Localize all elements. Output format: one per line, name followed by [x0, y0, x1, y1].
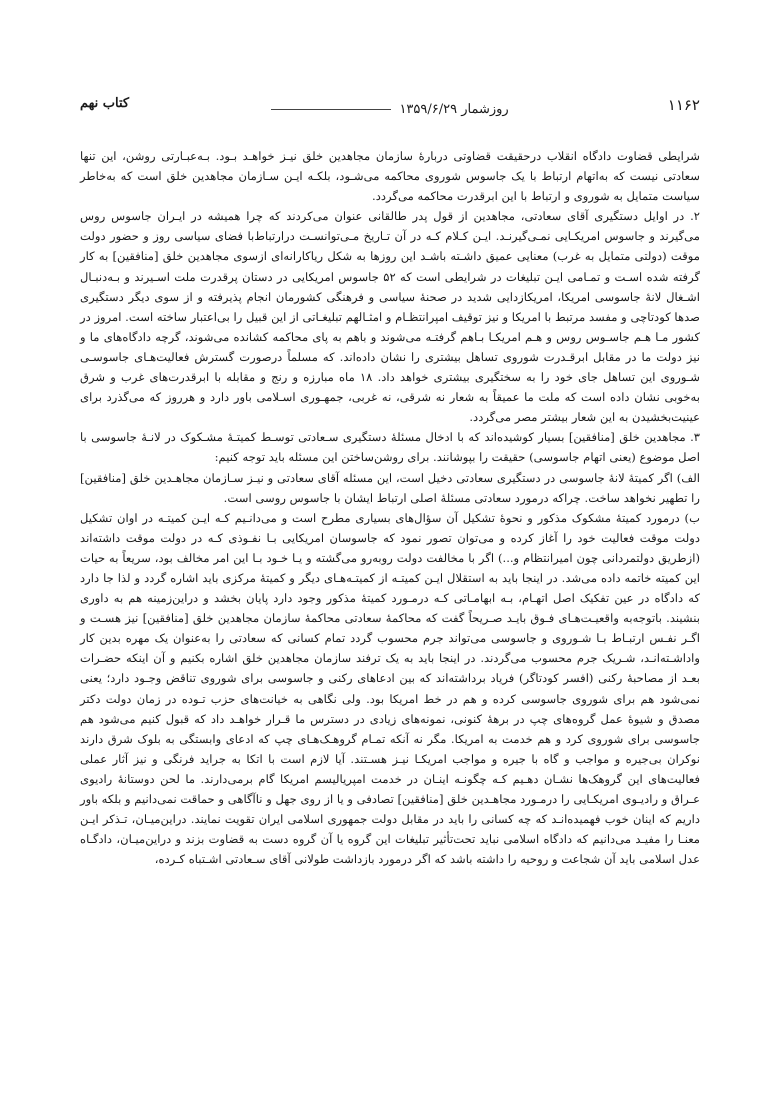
paragraph-intro: شرایطی قضاوت دادگاه انقلاب درحقیقت قضاوتی دربارهٔ سازمان مجاهدین خلق نیـز خواهـد بـود. بـه‌عبـارتی روشن، این تنها سعادتی نیست که به‌اتهام ارتباط با یک جاسوس شوروی محاکمه می‌شـود، بلکـه ایـن سـازمان مجاهدین خلق است که به‌خاطر سیاست متمایل به شوروی و ارتباط با این ابرقدرت محاکمه می‌گردد. — [80, 149, 700, 204]
page-number: ۱۱۶۲ — [667, 96, 700, 114]
paragraph-sub-b: ب) درمورد کمیتهٔ مشکوک مذکور و نحوهٔ تشکیل آن سؤال‌های بسیاری مطرح است و می‌دانـیم کـه ایـن کمیتـه در اوان تشکیل دولت موقت فعالیت خود را آغاز کرده و می‌توان تصور نمود که جاسوسان امریکایی بـا نفـوذی کـه در دولت موقت داشته‌اند (ازطریق دولتمردانی چون امیرانتظام و...) اگر با مخالفت دولت روبه‌رو می‌گشته و یـا خـود بـا این امر مخالف بود، سریعاً به حیات این کمیته خاتمه داده می‌شد. در اینجا باید به استقلال ایـن کمیتـه از کمیتـه‌هـای دیگر و کمیتهٔ مرکزی باید اشاره گردد و لذا جا دارد که دادگاه در عین تفکیک اصل اتهـام، بـه ابهامـاتی کـه درمـورد کمیتهٔ مذکور وجود دارد پایان بخشد و دراین‌زمینه هم به داوری بنشیند. باتوجه‌به واقعیـت‌هـای فـوق بایـد صـریحاً گفت که محاکمهٔ سعادتی محاکمهٔ سازمان مجاهدین خلق [منافقین] نیز هسـت و اگـر نفـس ارتبـاط بـا شـوروی و جاسوسی می‌تواند جرم محسوب گردد تمام کسانی که سعادتی را به‌عنوان یک مهره بدین کار واداشـته‌انـد، شـریک جرم محسوب می‌گردند. در اینجا باید به یک ترفند سازمان مجاهدین خلق اشاره بکنیم و آن اینکه حضـرات بعـد از مصاحبهٔ رکنی (افسر کودتاگر) فریاد برداشته‌اند که بین ادعاهای رکنی و جاسوسی برای شوروی تناقض وجـود دارد؛ یعنی نمی‌شود هم برای شوروی جاسوسی کرده و هم در خط امریکا بود. ولی نگاهی به خیانت‌های حزب تـوده در زمان دولت دکتر مصدق و شیوهٔ عمل گروه‌های چپ در برههٔ کنونی، نمونه‌های زیادی در دسترس ما قـرار خواهـد داد که قبول کنیم می‌شود هم جاسوسی برای شوروی کرد و هم خدمت به امریکا. مگر نه آنکه تمـام گروهـک‌هـای چپ که ادعای وابستگی به بلوک شرق دارند نوکران بی‌جیره و مواجب و گاه با جیره و مواجب امریکـا نیـز هسـتند. آیا لازم است با اتکا به جراید فرنگی و نیز آثار عملی فعالیت‌های این گروهک‌ها نشـان دهـیم کـه چگونـه اینـان در خدمت امپریالیسم امریکا گام برمی‌دارند. ما لحن دوستانهٔ رادیوی عـراق و رادیـوی امریکـایی را درمـورد مجاهـدین خلق [منافقین] تصادفی و یا از روی جهل و ناآگاهی و حماقت نمی‌دانیم و بلکه باور داریم که اینان خوب فهمیده‌انـد که چه کسانی را باید در مقابل دولت جمهوری اسلامی ایران تقویت نمایند. دراین‌میـان، تـذکر ایـن معنـا را مفیـد می‌دانیم که دادگاه اسلامی نباید تحت‌تأثیر تبلیغات این گروه یا آن گروه دست به قضاوت بزند و دراین‌میـان، دادگـاه عدل اسلامی باید آن شجاعت و روحیه را داشته باشد که اگر درمورد بازداشت طولانی آقای سـعادتی اشـتباه کـرده، — [80, 510, 701, 867]
paragraph-item-2: ۲. در اوایل دستگیری آقای سعادتی، مجاهدین از قول پدر طالقانی عنوان می‌کردند که چرا همیشه در ایـران جاسوس روس می‌گیرند و جاسوس امریکـایی نمـی‌گیرنـد. ایـن کـلام کـه در آن تـاریخ مـی‌توانسـت درارتباط‌با فضای سیاسی روز و حضور دولت موقت (دولتی متمایل به غرب) معنایی عمیق داشـته باشـد این روزها به شکل ریاکارانه‌ای ازسوی مجاهدین خلق [منافقین] به کار گرفته شده اسـت و تمـامی ایـن تبلیغات در شرایطی است که ۵۲ جاسوس امریکایی در دستان پرقدرت ملت اسـیرند و بـه‌دنبـال اشـغال لانهٔ جاسوسی امریکا، امریکازدایی شدید در صحنهٔ سیاسی و فرهنگی کشورمان انجام پذیرفته و از سوی دیگر دستگیری صدها کودتاچی و مفسد مرتبط با امریکا و نیز توقیف امپرانتظـام و امثـالهم تبلیغـاتی از این قبیل را بی‌اعتبار ساخته است. امروز در کشور مـا هـم جاسـوس روس و هـم امریکـا بـاهم گرفتـه می‌شوند و باهم به پای محاکمه کشانده می‌شوند، گرچه دادگاه‌های ما و نیز دولت ما در مقابل ابرقـدرت شوروی تساهل بیشتری را نشان داده‌اند. که مسلماً درصورت گسترش فعالیت‌هـای جاسوسـی شـوروی این تساهل جای خود را به سختگیری بیشتری خواهد داد. ۱۸ ماه مبارزه و رنج و مقابله با ابرقدرت‌های غرب و شرق به‌خوبی نشان داده است که ملت ما عمیقاً به شعار نه شرقی، نه غربی، جمهـوری اسـلامی باور دارد و هرروز که می‌گذرد برای عینیت‌بخشیدن به این شعار بیشتر مصر می‌گردد. — [80, 209, 701, 425]
page-header — [80, 94, 700, 124]
paragraph-sub-a: الف) اگر کمیتهٔ لانهٔ جاسوسی در دستگیری سعادتی دخیل است، این مسئله آقای سعادتی و نیـز سـازمان مجاهـدین خلق [منافقین] را تطهیر نخواهد ساخت. چراکه درمورد سعادتی مسئلهٔ اصلی ارتباط ایشان با جاسوس روسی است. — [80, 470, 700, 505]
body-text — [80, 146, 700, 869]
running-head — [80, 102, 700, 117]
book-title: کتاب نهم — [80, 96, 130, 111]
header-rule — [271, 109, 391, 110]
paragraph-item-3: ۳. مجاهدین خلق [منافقین] بسیار کوشیده‌اند که با ادخال مسئلهٔ دستگیری سـعادتی توسـط کمیتـهٔ مشـکوک در لانـهٔ جاسوسی با اصل موضوع (یعنی اتهام جاسوسی) حقیقت را بپوشانند. برای روشن‌ساختن این مسئله باید توجه کنیم: — [80, 430, 700, 465]
date-label: روزشمار ۱۳۵۹/۶/۲۹ — [399, 102, 509, 117]
